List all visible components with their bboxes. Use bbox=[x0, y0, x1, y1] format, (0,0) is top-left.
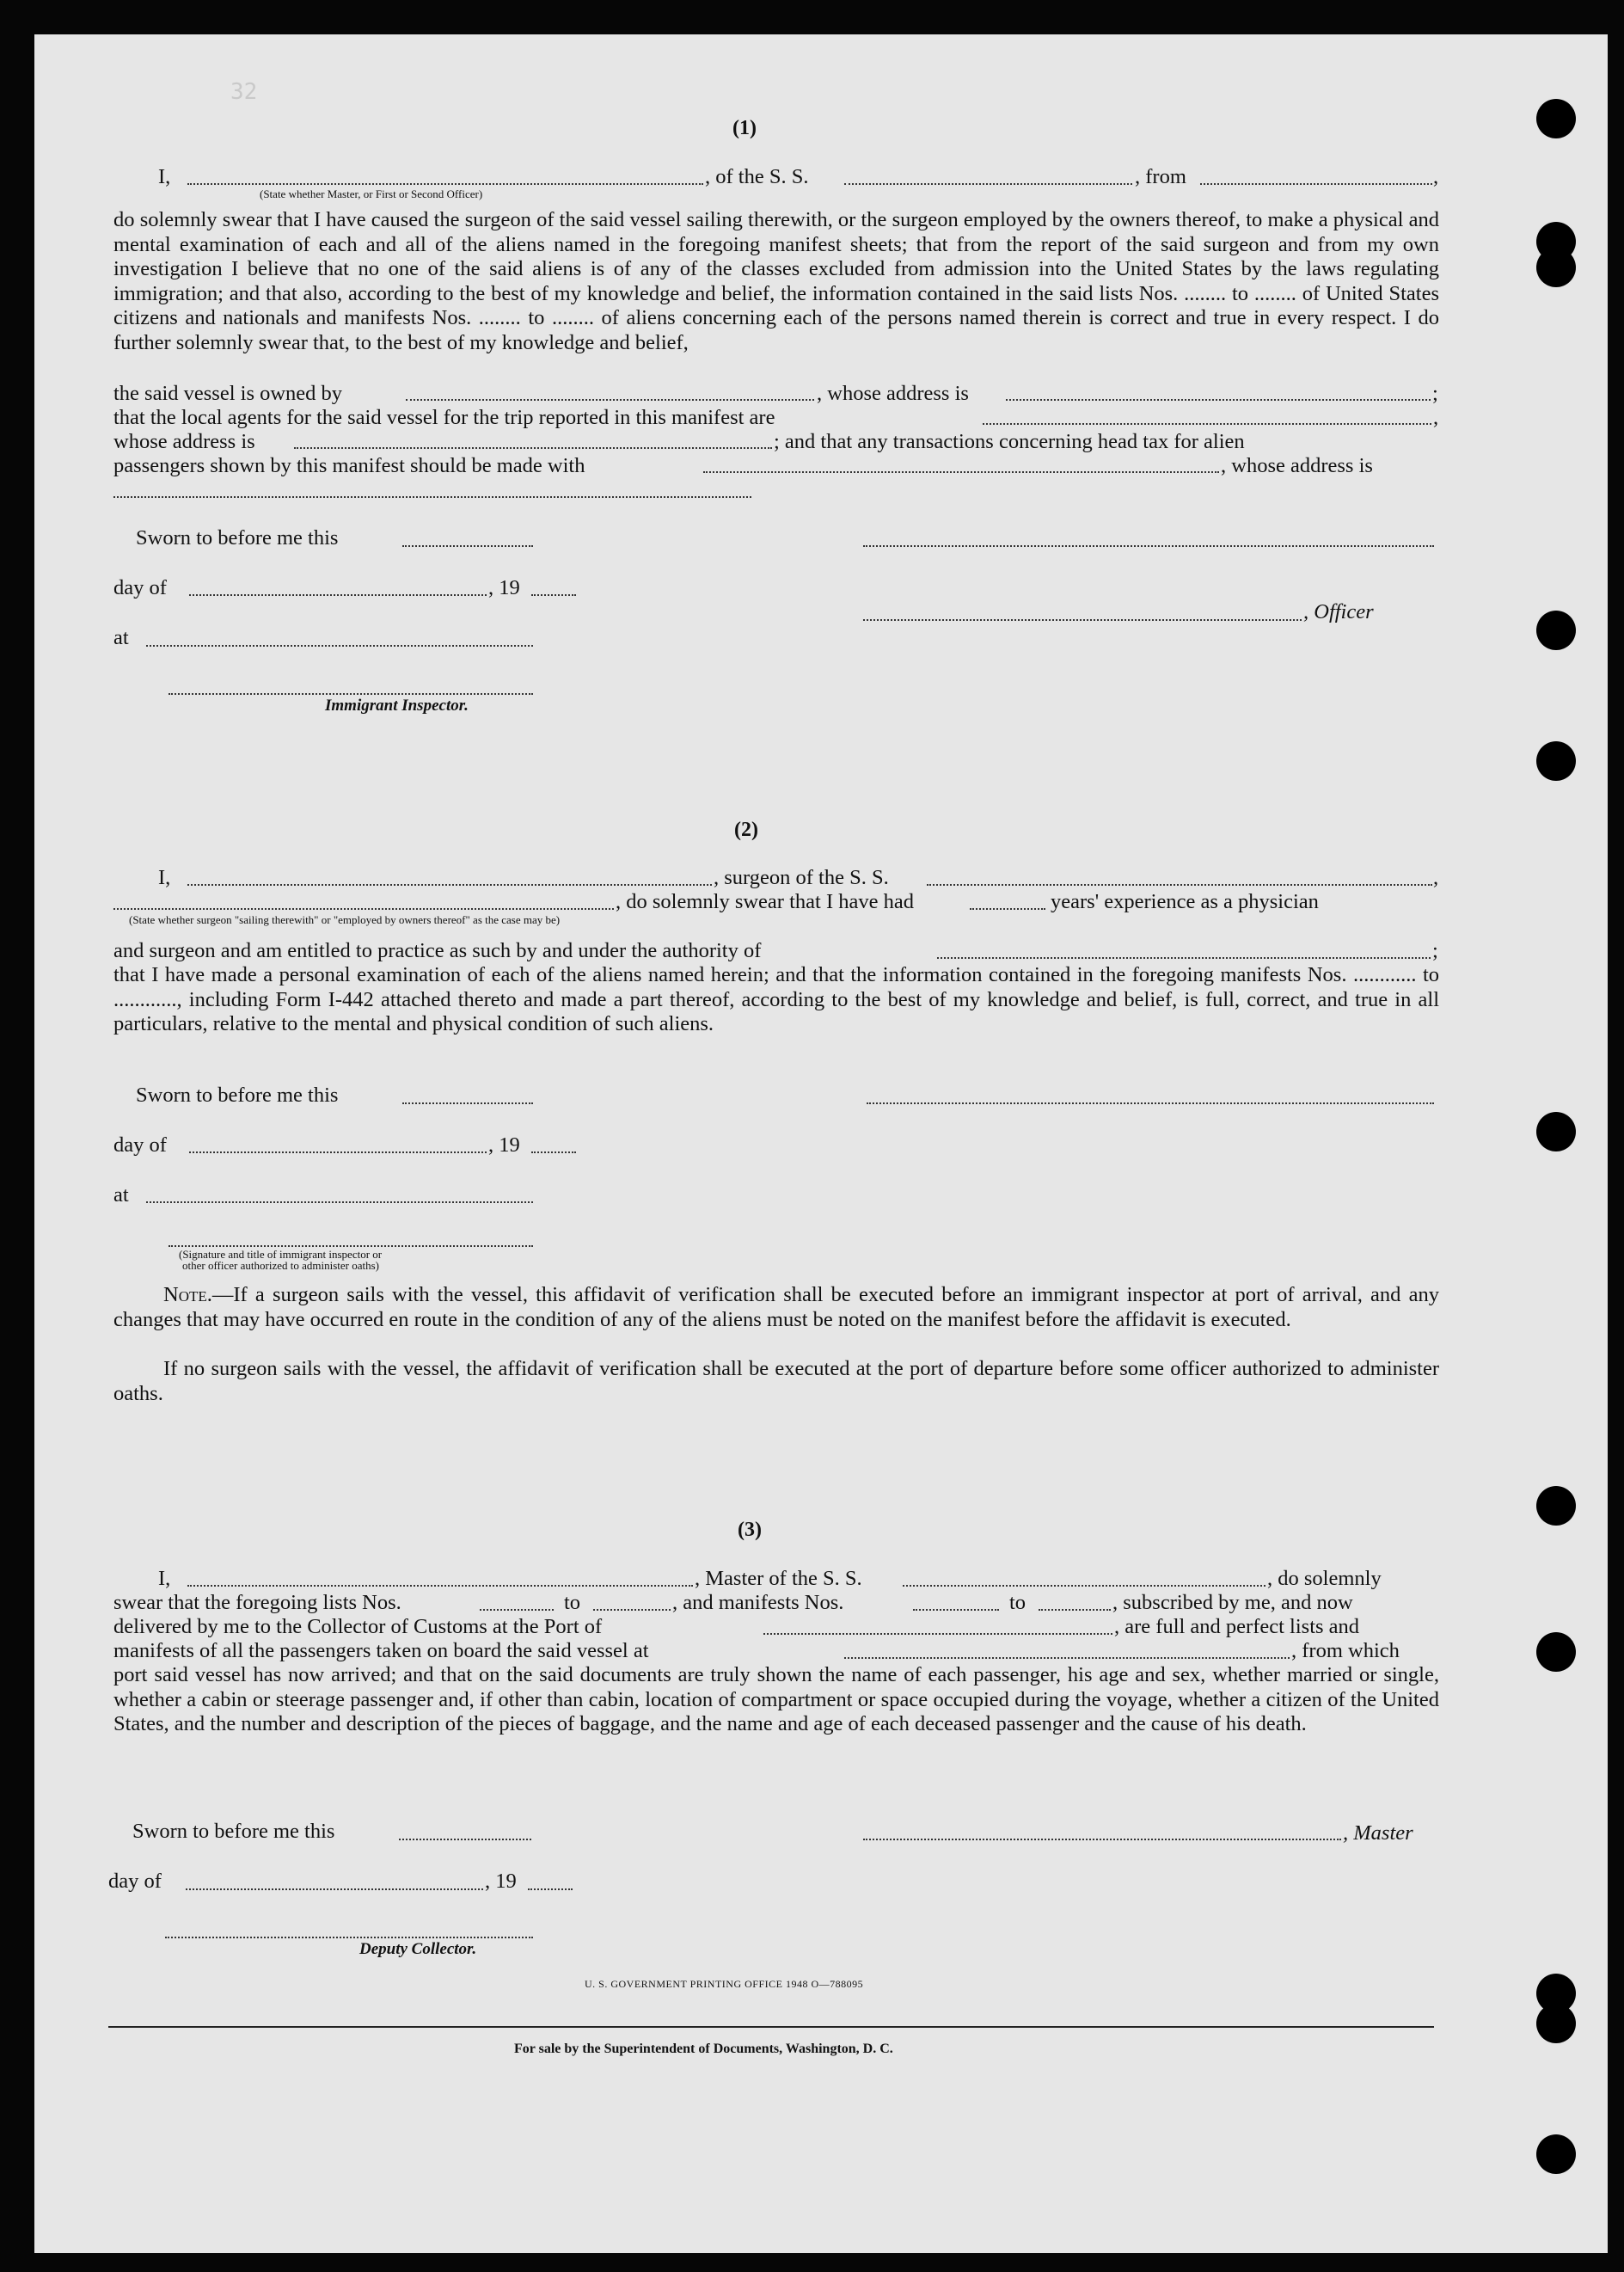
section-2-i-label: I, bbox=[158, 866, 171, 889]
owner-address-field[interactable] bbox=[1006, 399, 1431, 401]
punch-hole bbox=[1536, 2004, 1576, 2043]
officer-signature-field[interactable] bbox=[863, 545, 1434, 547]
manifests-passengers-label: manifests of all the passengers taken on board the said vessel at bbox=[113, 1639, 649, 1662]
form-page bbox=[34, 34, 1608, 2253]
from-port-field[interactable] bbox=[1200, 183, 1432, 185]
do-solemnly-label: , do solemnly bbox=[1267, 1567, 1382, 1590]
manifests-to-field[interactable] bbox=[1039, 1609, 1111, 1611]
sworn-label: Sworn to before me this bbox=[136, 1084, 339, 1107]
day-of-label: day of bbox=[113, 576, 167, 599]
at-label: at bbox=[113, 1183, 129, 1207]
semicolon: ; bbox=[1432, 382, 1438, 405]
of-ss-label: , of the S. S. bbox=[705, 165, 809, 188]
deputy-signature-field[interactable] bbox=[165, 1937, 533, 1938]
embarkation-port-field[interactable] bbox=[844, 1657, 1290, 1659]
master-name-field[interactable] bbox=[187, 1585, 693, 1587]
sworn-day-field[interactable] bbox=[402, 1102, 533, 1104]
to-label: to bbox=[564, 1591, 581, 1614]
to-label: to bbox=[1009, 1591, 1026, 1614]
head-tax-label: ; and that any transactions concerning head tax for alien bbox=[774, 430, 1245, 453]
day-of-label: day of bbox=[108, 1870, 162, 1893]
year-label: , 19 bbox=[485, 1870, 517, 1893]
surgeon-capacity-hint: (State whether surgeon "sailing therewith" or "employed by owners thereof" as the case may be) bbox=[129, 913, 561, 926]
note-text: —If a surgeon sails with the vessel, this affidavit of verification shall be executed before an immigrant inspector at port of arrival, and any changes that may have occurred en route in the condition of any of the aliens must be noted on the manifest before the affidavit is executed. bbox=[113, 1283, 1439, 1331]
comma: , bbox=[1433, 866, 1439, 889]
head-tax-address-label: , whose address is bbox=[1221, 454, 1373, 477]
master-label: , Master bbox=[1343, 1821, 1413, 1845]
section-3-heading: (3) bbox=[738, 1519, 762, 1541]
note-label: Note. bbox=[163, 1283, 212, 1306]
year-field[interactable] bbox=[531, 1151, 576, 1153]
subscribed-label: , subscribed by me, and now bbox=[1112, 1591, 1353, 1614]
delivered-label: delivered by me to the Collector of Customs at the Port of bbox=[113, 1615, 603, 1638]
comma: , bbox=[1433, 406, 1439, 429]
surgeon-of-ss-label: , surgeon of the S. S. bbox=[714, 866, 889, 889]
section-1-i-label: I, bbox=[158, 165, 171, 188]
owned-by-label: the said vessel is owned by bbox=[113, 382, 343, 405]
year-label: , 19 bbox=[488, 576, 520, 599]
surgeon-signature-field[interactable] bbox=[867, 1102, 1434, 1104]
year-label: , 19 bbox=[488, 1133, 520, 1157]
punch-hole bbox=[1536, 2134, 1576, 2174]
comma: , bbox=[1433, 165, 1439, 188]
year-field[interactable] bbox=[528, 1888, 573, 1890]
place-field[interactable] bbox=[146, 645, 533, 647]
signature-note-line-2: other officer authorized to administer oaths) bbox=[182, 1259, 379, 1272]
head-tax-payee-field[interactable] bbox=[703, 471, 1219, 473]
surgeon-name-field[interactable] bbox=[187, 884, 712, 886]
place-field[interactable] bbox=[146, 1201, 533, 1203]
printing-office-line: U. S. GOVERNMENT PRINTING OFFICE 1948 O—788095 bbox=[585, 1978, 864, 1990]
punch-hole bbox=[1536, 1486, 1576, 1526]
vessel-name-field[interactable] bbox=[844, 183, 1132, 185]
surgeon-capacity-field[interactable] bbox=[113, 908, 614, 910]
note-paragraph bbox=[113, 1283, 1439, 1332]
year-field[interactable] bbox=[531, 594, 576, 596]
section-3-body: port said vessel has now arrived; and that on the said documents are truly shown the name of each passenger, his age and sex, whether married or single, whether a cabin or steerage passenger and, if other than cabin, location of compartment or space occupied during the voyage, whether a citizen of the United States, and the number and description of the pieces of baggage, and the name and age of each deceased passenger and the cause of his death. bbox=[113, 1663, 1439, 1735]
inspector-signature-field[interactable] bbox=[169, 693, 533, 695]
footer-rule bbox=[108, 2026, 1434, 2028]
port-field[interactable] bbox=[763, 1633, 1112, 1635]
full-perfect-label: , are full and perfect lists and bbox=[1114, 1615, 1360, 1638]
experience-label: years' experience as a physician bbox=[1051, 890, 1319, 913]
deputy-collector-label: Deputy Collector. bbox=[359, 1940, 477, 1958]
solemn-swear-label: , do solemnly swear that I have had bbox=[616, 890, 914, 913]
agent-address-field[interactable] bbox=[294, 447, 772, 449]
master-of-ss-label: , Master of the S. S. bbox=[695, 1567, 862, 1590]
sworn-day-field[interactable] bbox=[402, 545, 533, 547]
punch-hole bbox=[1536, 741, 1576, 781]
manifests-label: , and manifests Nos. bbox=[672, 1591, 844, 1614]
agent-address-label: whose address is bbox=[113, 430, 255, 453]
officer-label: , Officer bbox=[1303, 600, 1374, 623]
master-vessel-field[interactable] bbox=[903, 1585, 1265, 1587]
punch-hole bbox=[1536, 611, 1576, 650]
signature-note-line-1: (Signature and title of immigrant inspector or bbox=[179, 1248, 383, 1261]
officer-title-field[interactable] bbox=[863, 619, 1302, 621]
owner-field[interactable] bbox=[406, 399, 814, 401]
section-1-body: do solemnly swear that I have caused the surgeon of the said vessel sailing therewith, or the surgeon employed by the owners thereof, to make a physical and mental examination of each and all of the aliens named in the foregoing manifest sheets; that from the report of the said surgeon and from my own investigation I believe that no one of the said aliens is of any of the classes excluded from admission into the United States by the laws regulating immigration; and that also, according to the best of my knowledge and belief, the information contained in the said lists Nos. ........ to ........ of United States citizens and nationals and manifests Nos. ........ to ........ of aliens concerning each of the persons named therein is correct and true in every respect. I do further solemnly swear that, to the best of my knowledge and belief, bbox=[113, 208, 1439, 354]
owner-address-label: , whose address is bbox=[817, 382, 969, 405]
sworn-label: Sworn to before me this bbox=[132, 1820, 335, 1843]
day-of-label: day of bbox=[113, 1133, 167, 1157]
sale-notice: For sale by the Superintendent of Documents, Washington, D. C. bbox=[514, 2042, 893, 2056]
from-label: , from bbox=[1135, 165, 1186, 188]
sworn-day-field[interactable] bbox=[399, 1839, 531, 1840]
month-field[interactable] bbox=[189, 1151, 487, 1153]
officer-rank-hint: (State whether Master, or First or Second Officer) bbox=[260, 187, 483, 200]
authority-label: and surgeon and am entitled to practice as such by and under the authority of bbox=[113, 939, 762, 962]
lists-from-field[interactable] bbox=[480, 1609, 554, 1611]
lists-to-field[interactable] bbox=[593, 1609, 671, 1611]
head-tax-payee-label: passengers shown by this manifest should be made with bbox=[113, 454, 585, 477]
section-1-heading: (1) bbox=[732, 117, 757, 139]
swear-lists-label: swear that the foregoing lists Nos. bbox=[113, 1591, 401, 1614]
punch-hole bbox=[1536, 1632, 1576, 1672]
sworn-label: Sworn to before me this bbox=[136, 526, 339, 550]
immigrant-inspector-label: Immigrant Inspector. bbox=[325, 697, 469, 715]
surgeon-vessel-field[interactable] bbox=[927, 884, 1432, 886]
officer-rank-field[interactable] bbox=[187, 183, 703, 185]
at-label: at bbox=[113, 626, 129, 649]
agents-label: that the local agents for the said vessel for the trip reported in this manifest are bbox=[113, 406, 775, 429]
punch-hole bbox=[1536, 99, 1576, 138]
punch-hole bbox=[1536, 1112, 1576, 1151]
from-which-label: , from which bbox=[1291, 1639, 1400, 1662]
head-tax-address-field[interactable] bbox=[113, 496, 751, 498]
administering-officer-field[interactable] bbox=[169, 1245, 533, 1247]
years-experience-field[interactable] bbox=[970, 908, 1045, 910]
month-field[interactable] bbox=[189, 594, 487, 596]
master-signature-field[interactable] bbox=[863, 1839, 1341, 1840]
section-2-heading: (2) bbox=[734, 819, 758, 841]
manifests-from-field[interactable] bbox=[913, 1609, 999, 1611]
agents-field[interactable] bbox=[983, 423, 1431, 425]
punch-hole bbox=[1536, 248, 1576, 287]
semicolon: ; bbox=[1432, 939, 1438, 962]
month-field[interactable] bbox=[186, 1888, 483, 1890]
note-paragraph-2: If no surgeon sails with the vessel, the affidavit of verification shall be executed at the port of departure before some officer authorized to administer oaths. bbox=[113, 1357, 1439, 1405]
authority-field[interactable] bbox=[937, 957, 1431, 959]
section-2-body: that I have made a personal examination of each of the aliens named herein; and that the information contained in the foregoing manifests Nos. ............ to ............, including Form I-442 attached thereto and made a part thereof, according to the best of my knowledge and belief, is full, correct, and true in all particulars, relative to the mental and physical condition of such aliens. bbox=[113, 963, 1439, 1035]
section-3-i-label: I, bbox=[158, 1567, 171, 1590]
bleed-through-mark: 32 bbox=[230, 79, 258, 105]
